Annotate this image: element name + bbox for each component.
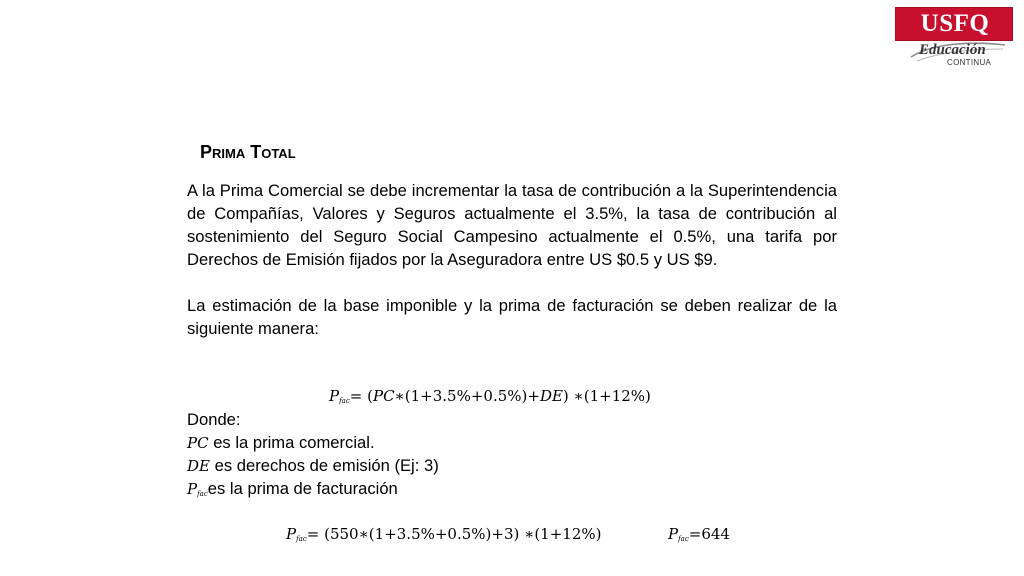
definition-de-symbol: DE bbox=[187, 457, 210, 475]
formula-prima-facturacion bbox=[329, 385, 651, 413]
definition-pc-text: es la prima comercial. bbox=[208, 433, 375, 452]
definition-de-text: es derechos de emisión (Ej: 3) bbox=[209, 456, 439, 475]
formula-example bbox=[286, 523, 601, 551]
logo-subtitle-2: CONTINUA bbox=[947, 58, 992, 67]
formula-1-lhs: P bbox=[329, 387, 340, 405]
definition-pfac-sub: fac bbox=[197, 490, 208, 498]
formula-1-mid: ∗(1+3.5%+0.5%)+ bbox=[394, 387, 540, 405]
formula-3-lhs: P bbox=[668, 525, 679, 543]
paragraph-1: A la Prima Comercial se debe incrementar la tasa de contribución a la Superintendencia de Compañías, Valores y Seguros actualmente el 3.5%, la tasa de contribución al sostenimiento del Seguro Social Campesino actualmente el 0.5%, una tarifa por Derechos de Emisión fijados por la Aseguradora entre US $0.5 y US $9. bbox=[187, 181, 837, 269]
formula-2-lhs-sub: fac bbox=[296, 535, 307, 543]
formula-1-pc: PC bbox=[372, 387, 395, 405]
formula-3-rhs: =644 bbox=[688, 525, 730, 543]
definition-pfac bbox=[187, 477, 398, 506]
definition-pc bbox=[187, 431, 375, 455]
donde-label: Donde: bbox=[187, 410, 241, 429]
formula-1-lhs-sub: fac bbox=[339, 397, 350, 405]
paragraph-2: La estimación de la base imponible y la prima de facturación se deben realizar de la siguiente manera: bbox=[187, 296, 837, 338]
definition-de bbox=[187, 454, 439, 478]
formula-1-de: DE bbox=[539, 387, 563, 405]
logo-name: USFQ bbox=[920, 10, 990, 37]
formula-3-lhs-sub: fac bbox=[678, 535, 689, 543]
formula-result bbox=[668, 523, 730, 551]
slide-body bbox=[187, 179, 837, 340]
formula-1-tail: ) ∗(1+12%) bbox=[562, 387, 651, 405]
slide-title: Prima Total bbox=[200, 142, 296, 162]
definition-pfac-symbol: P bbox=[187, 480, 198, 498]
definition-pc-symbol: PC bbox=[187, 434, 209, 452]
logo-subtitle: Educación bbox=[919, 42, 986, 58]
formula-2-lhs: P bbox=[286, 525, 297, 543]
formula-1-eq: = ( bbox=[349, 387, 373, 405]
formula-2-rhs: = (550∗(1+3.5%+0.5%)+3) ∗(1+12%) bbox=[306, 525, 602, 543]
definition-pfac-text: es la prima de facturación bbox=[207, 479, 398, 498]
usfq-logo bbox=[893, 7, 1015, 71]
